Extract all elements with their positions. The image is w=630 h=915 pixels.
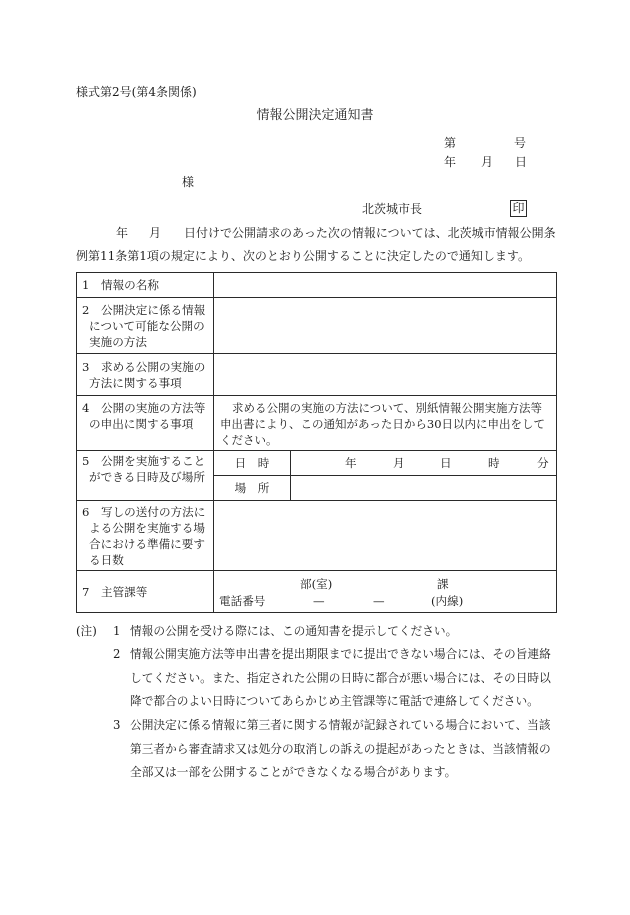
note-line: 公開決定に係る情報に第三者に関する情報が記録されている場合において、当該: [130, 718, 551, 732]
label-line: 合における準備に要す: [89, 536, 205, 551]
note-line: 情報の公開を受ける際には、この通知書を提示してください。: [130, 624, 458, 638]
issuer-name: 北茨城市長: [362, 202, 423, 216]
department-unit: 部(室): [300, 577, 333, 591]
table-row-preparation-days: [77, 501, 556, 571]
method-application-value: [214, 396, 556, 450]
table-row-label: [77, 298, 214, 353]
document-title: 情報公開決定通知書: [256, 108, 374, 123]
note-line: 全部又は一部を公開することができなくなる場合があります。: [130, 765, 457, 779]
datetime-hour-unit: 時: [488, 456, 500, 470]
label-line: ができる日時及び場所: [89, 470, 205, 484]
table-row-label: [77, 451, 214, 500]
table-row-label: [77, 273, 214, 297]
datetime-day-unit: 日: [440, 456, 452, 470]
phone-separator: —: [313, 594, 325, 608]
label-line: 3 求める公開の実施の: [82, 359, 206, 374]
label-line: 4 公開の実施の方法等: [82, 401, 206, 415]
disclosure-details-table: [76, 272, 557, 613]
datetime-place-value: [214, 451, 556, 500]
label-line: 1 情報の名称: [82, 278, 159, 292]
seal-mark: 印: [510, 200, 527, 217]
note-line: 降で都合のよい日時についてあらかじめ主管課等に電話で連絡してください。: [130, 694, 539, 708]
note-item: [0, 620, 630, 644]
label-line: 6 写しの送付の方法に: [82, 504, 206, 519]
phone-separator: —: [373, 594, 385, 608]
datetime-minute-unit: 分: [537, 456, 549, 470]
section-unit: 課: [437, 577, 449, 591]
note-item: [0, 643, 630, 714]
label-line: の申出に関する事項: [89, 417, 194, 431]
requested-method-value: [214, 354, 556, 395]
intro-line-2: 例第11条第1項の規定により、次のとおり公開することに決定したので通知します。: [76, 249, 530, 263]
extension-label: (内線): [431, 594, 464, 608]
issue-date-month-unit: 月: [481, 155, 494, 169]
label-line: 2 公開決定に係る情報: [82, 302, 206, 317]
phone-label: 電話番号: [219, 594, 266, 608]
table-row-method-application: [77, 396, 556, 451]
place-value: [291, 476, 556, 500]
note-line: 第三者から審査請求又は処分の取消しの訴えの提起があったときは、当該情報の: [130, 741, 551, 756]
table-row-datetime-place: [77, 451, 556, 501]
label-line: る日数: [89, 552, 124, 567]
document-number-suffix: 号: [514, 136, 527, 150]
recipient-honorific: 様: [182, 175, 195, 189]
label-line: 実施の方法: [89, 334, 147, 349]
table-row-information-name: [77, 273, 556, 298]
issue-date-day-unit: 日: [515, 155, 528, 169]
table-row-label: [77, 501, 214, 570]
datetime-label: 日 時: [214, 451, 291, 475]
intro-line-1: 日付けで公開請求のあった次の情報については、北茨城市情報公開条: [184, 226, 556, 240]
preparation-days-value: [214, 501, 556, 570]
form-number: 様式第2号(第4条関係): [76, 85, 197, 99]
issue-date-year-unit: 年: [444, 155, 457, 169]
datetime-subrow: [214, 451, 556, 476]
note-item: [0, 714, 630, 785]
table-row-requested-method: [77, 354, 556, 396]
note-line: してください。また、指定された公開の日時に都合が悪い場合には、その日時以: [130, 670, 551, 685]
note-number: 1: [113, 624, 121, 638]
table-row-responsible-section: [77, 571, 556, 612]
table-row-label: [77, 354, 214, 395]
table-row-label: [77, 396, 214, 450]
request-date-month-unit: 月: [149, 226, 162, 240]
datetime-month-unit: 月: [393, 456, 405, 470]
responsible-section-value: [214, 571, 556, 612]
label-line: 7 主管課等: [82, 584, 148, 599]
note-line: 情報公開実施方法等申出書を提出期限までに提出できない場合には、その旨連絡: [130, 647, 551, 661]
label-line: よる公開を実施する場: [89, 520, 205, 535]
content-line: 求める公開の実施の方法について、別紙情報公開実施方法等: [232, 401, 543, 415]
note-number: 3: [113, 718, 121, 732]
label-line: について可能な公開の: [89, 318, 205, 333]
datetime-year-unit: 年: [345, 456, 357, 470]
table-row-disclosure-method: [77, 298, 556, 354]
information-name-value: [214, 273, 556, 297]
content-line: ください。: [220, 433, 278, 447]
document-number-prefix: 第: [444, 136, 457, 150]
content-line: 申出書により、この通知があった日から30日以内に申出をして: [220, 417, 546, 431]
place-subrow: [214, 476, 556, 500]
place-label: 場 所: [214, 476, 291, 500]
label-line: 方法に関する事項: [89, 375, 182, 390]
disclosure-method-value: [214, 298, 556, 353]
note-number: 2: [113, 647, 121, 661]
table-row-label: [77, 571, 214, 612]
label-line: 5 公開を実施すること: [82, 454, 206, 468]
request-date-year-unit: 年: [116, 226, 129, 240]
notes-label: (注): [76, 624, 97, 638]
datetime-value: [291, 451, 556, 475]
